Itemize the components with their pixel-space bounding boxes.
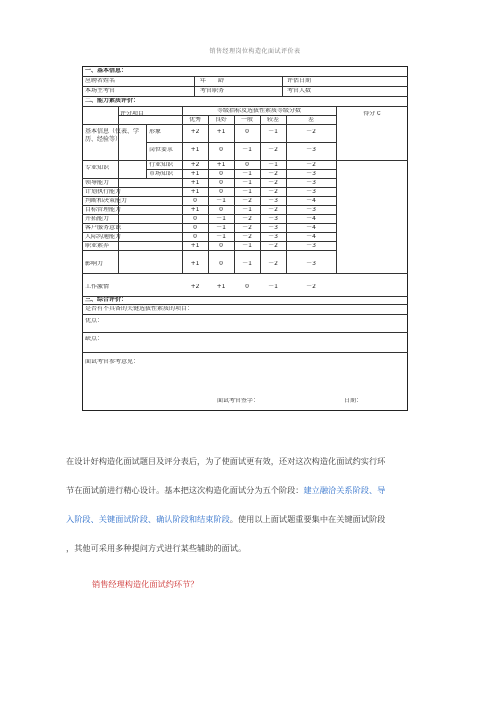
score-cell: －2 [306, 162, 316, 168]
date-label: 日期： [344, 398, 363, 404]
row-label: 形象 [149, 129, 162, 135]
level-good: 良好 [214, 117, 227, 123]
paragraph-line-2 [66, 485, 446, 496]
examiner-count-label: 考官人数 [287, 88, 312, 94]
header-group: 等级指标及选拔性素质等级分数 [216, 108, 301, 114]
paragraph-line-3 [66, 514, 446, 525]
age-label: 年 龄 [200, 78, 225, 84]
score-cell: －1 [242, 207, 252, 213]
rule [82, 205, 336, 206]
row-label: 工作激情 [85, 284, 110, 290]
score-cell: －2 [268, 261, 278, 267]
score-cell: －1 [216, 216, 226, 222]
rule [146, 124, 147, 160]
row-label: 判断和决策能力 [85, 198, 128, 204]
score-cell: －3 [306, 243, 316, 249]
score-cell: －1 [242, 189, 252, 195]
row-label: 计划执行能力 [85, 189, 122, 195]
rule [82, 86, 408, 87]
row-label: 行业知识 [149, 162, 174, 168]
row-label: 市场知识 [149, 171, 174, 177]
score-cell: －1 [268, 284, 278, 290]
rule [82, 76, 408, 77]
score-cell: 0 [219, 261, 223, 267]
score-cell: +1 [190, 147, 200, 153]
chief-examiner-label: 本场主考官 [85, 88, 116, 94]
eval-date-label: 评估日期 [287, 78, 312, 84]
score-cell: －2 [306, 129, 316, 135]
rule [118, 160, 119, 178]
score-cell: －4 [306, 216, 316, 222]
row-label: 目标管理能力 [85, 207, 122, 213]
score-cell: －1 [242, 261, 252, 267]
level-poor: 较差 [266, 117, 279, 123]
score-cell: 0 [245, 129, 249, 135]
rule [82, 223, 336, 224]
group-basic-label: 基本信息（仪表、学历、经验等） [85, 128, 140, 143]
form-title: 销售经理岗位构造化面试评价表 [209, 48, 301, 55]
score-cell: +2 [190, 284, 200, 290]
score-cell: +1 [190, 189, 200, 195]
paragraph-text: 节在面试前进行精心设计。基本把这次构造化面试分为五个阶段： [66, 485, 304, 495]
score-cell: 0 [219, 147, 223, 153]
score-cell: +2 [190, 162, 200, 168]
score-cell: +1 [190, 261, 200, 267]
score-cell: －3 [306, 147, 316, 153]
level-average: 一般 [240, 117, 253, 123]
header-item: 评分项目 [119, 111, 144, 117]
score-cell: －2 [242, 225, 252, 231]
score-cell: +1 [190, 171, 200, 177]
rule [82, 124, 336, 125]
score-cell: －1 [216, 198, 226, 204]
score-cell: 0 [245, 162, 249, 168]
score-cell: －3 [306, 189, 316, 195]
header-score: 得分 ∁ [363, 111, 381, 117]
paragraph-line-1: 在设计好构造化面试题目及评分表后，为了使面试更有效，还对这次构造化面试约实行环 [66, 456, 386, 466]
score-cell: 0 [219, 243, 223, 249]
signature-label: 面试考官签字： [217, 398, 260, 404]
score-cell: +1 [216, 162, 226, 168]
rule [336, 106, 337, 273]
pros-label: 优点： [85, 318, 104, 324]
score-cell: －4 [306, 225, 316, 231]
row-label: 开拓能力 [85, 216, 110, 222]
score-cell: 0 [245, 284, 249, 290]
score-cell: +2 [190, 129, 200, 135]
score-cell: －3 [268, 234, 278, 240]
score-cell: －3 [268, 216, 278, 222]
rule [82, 160, 408, 161]
row-label: 影响力 [85, 261, 104, 267]
score-cell: －4 [306, 234, 316, 240]
score-cell: －2 [242, 216, 252, 222]
rule [82, 196, 336, 197]
paragraph-line-4: ，其他可采用多种提问方式进行某些辅助的面试。 [66, 543, 247, 553]
rule [82, 314, 408, 315]
score-cell: －2 [268, 180, 278, 186]
row-label: 客户服务意识 [85, 225, 122, 231]
related-question-link[interactable]: 销售经理构造化面试约环节？ [92, 579, 199, 589]
score-cell: 0 [193, 198, 197, 204]
candidate-name-label: 应聘者姓名 [85, 78, 116, 84]
score-cell: +1 [190, 180, 200, 186]
score-cell: －2 [268, 147, 278, 153]
rule [82, 296, 408, 297]
score-cell: －4 [306, 198, 316, 204]
score-cell: 0 [219, 180, 223, 186]
score-cell: +1 [190, 243, 200, 249]
section-basic-info: 一、基本信息： [85, 68, 128, 74]
score-cell: 0 [219, 207, 223, 213]
score-cell: －3 [306, 180, 316, 186]
score-cell: －3 [306, 171, 316, 177]
score-cell: 0 [219, 171, 223, 177]
rule [82, 273, 408, 274]
score-cell: －1 [242, 171, 252, 177]
stages-link[interactable]: 建立融洽关系阶段、导 [303, 485, 386, 495]
score-cell: 0 [193, 216, 197, 222]
score-cell: －3 [268, 225, 278, 231]
evaluation-form [82, 66, 408, 411]
score-cell: －2 [268, 171, 278, 177]
score-cell: －1 [216, 234, 226, 240]
rule [146, 142, 336, 143]
level-excellent: 优秀 [188, 117, 201, 123]
rule [82, 178, 336, 179]
score-cell: －1 [268, 162, 278, 168]
section-overall: 三、综合评价： [85, 297, 128, 303]
rule [82, 332, 408, 333]
key-missing-question: 是否有不具备的关键选拔性素质的项目： [85, 306, 194, 312]
rule [82, 232, 336, 233]
score-cell: －1 [268, 129, 278, 135]
paragraph-text: 。使用以上面试题重要集中在关键面试阶段 [229, 514, 386, 524]
rule [194, 76, 195, 96]
score-cell: －2 [242, 198, 252, 204]
score-cell: +1 [216, 129, 226, 135]
score-cell: －1 [242, 243, 252, 249]
score-cell: 0 [193, 225, 197, 231]
level-bad: 差 [307, 117, 314, 123]
rule [82, 352, 408, 353]
opinion-label: 面试考官参考意见： [85, 359, 140, 365]
score-cell: －1 [216, 225, 226, 231]
score-cell: －2 [306, 284, 316, 290]
rule [146, 160, 147, 178]
score-cell: +1 [216, 284, 226, 290]
score-cell: －1 [242, 147, 252, 153]
stages-link-cont[interactable]: 入阶段、关键面试阶段、确认阶段和结束阶段 [66, 514, 230, 524]
score-cell: +1 [190, 207, 200, 213]
score-cell: －2 [268, 189, 278, 195]
group-professional-label: 专业知识 [85, 165, 110, 171]
rule [82, 241, 336, 242]
cons-label: 缺点： [85, 336, 104, 342]
rule [82, 96, 408, 97]
rule [82, 304, 408, 305]
score-cell: －3 [306, 261, 316, 267]
rule [82, 106, 408, 107]
score-cell: －2 [242, 234, 252, 240]
score-cell: －2 [268, 207, 278, 213]
score-cell: 0 [219, 189, 223, 195]
score-cell: －1 [242, 180, 252, 186]
score-cell: －3 [268, 198, 278, 204]
rule [282, 76, 283, 96]
row-label: 领导能力 [85, 180, 110, 186]
score-cell: －3 [306, 207, 316, 213]
rule [82, 214, 336, 215]
row-label: 人际沟通能力 [85, 234, 122, 240]
examiner-title-label: 考官职务 [200, 88, 225, 94]
row-label: 职业素养 [85, 243, 110, 249]
section-ability: 二、能力素质评价： [85, 98, 140, 104]
score-cell: 0 [193, 234, 197, 240]
row-label: 岗位要求 [149, 147, 174, 153]
rule [82, 250, 336, 251]
score-cell: －2 [268, 243, 278, 249]
rule [146, 169, 336, 170]
rule [82, 187, 336, 188]
